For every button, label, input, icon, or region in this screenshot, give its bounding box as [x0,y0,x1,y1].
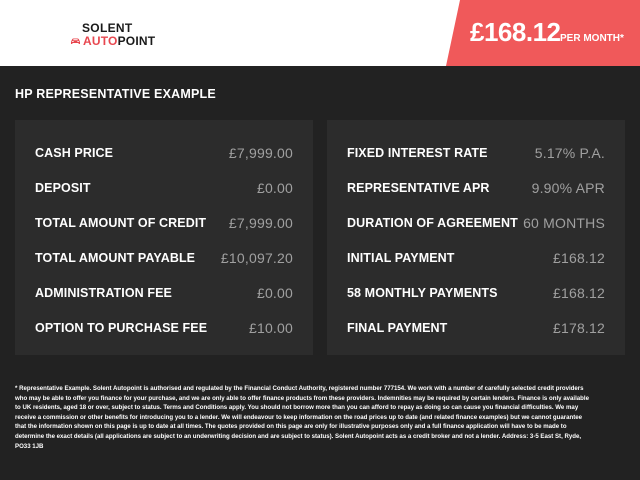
row-label: 58 MONTHLY PAYMENTS [347,286,498,300]
finance-row-monthly-payments [347,283,605,303]
brand-logo[interactable] [70,22,155,47]
row-value: £10.00 [248,320,293,336]
finance-panel-left [15,120,313,355]
finance-row-duration [347,213,605,233]
row-label: INITIAL PAYMENT [347,251,455,265]
finance-row-interest-rate [347,143,605,163]
finance-row-cash-price [35,143,293,163]
row-label: FIXED INTEREST RATE [347,146,488,160]
finance-row-final-payment [347,318,605,338]
finance-row-apr [347,178,605,198]
row-value: 9.90% APR [531,180,605,196]
finance-row-initial-payment [347,248,605,268]
row-value: £178.12 [552,320,605,336]
row-label: ADMINISTRATION FEE [35,286,172,300]
row-value: £7,999.00 [228,215,293,231]
row-value: £10,097.20 [220,250,293,266]
car-icon [70,37,81,45]
row-label: TOTAL AMOUNT OF CREDIT [35,216,207,230]
section-title: HP REPRESENTATIVE EXAMPLE [15,87,216,101]
row-value: £0.00 [256,180,293,196]
finance-row-deposit [35,178,293,198]
monthly-price-amount: £168.12 [470,17,561,47]
finance-panel-right [327,120,625,355]
row-label: DURATION OF AGREEMENT [347,216,518,230]
row-label: DEPOSIT [35,181,91,195]
row-label: REPRESENTATIVE APR [347,181,490,195]
price-box-notch [446,0,460,66]
row-label: TOTAL AMOUNT PAYABLE [35,251,196,265]
row-label: OPTION TO PURCHASE FEE [35,321,208,335]
row-value: £168.12 [552,250,605,266]
logo-text-point: POINT [117,34,156,48]
finance-row-total-credit [35,213,293,233]
monthly-price-suffix: PER MONTH* [560,33,624,44]
finance-row-purchase-fee [35,318,293,338]
finance-disclaimer: * Representative Example. Solent Autopoint is authorised and regulated by the Financial Conduct Authority, registered number 777154. We work with a number of carefully selected credit providers who may be able to offer you finance for your purchase, and we are only able to offer finance products from these providers. Indemnities may be required by certain lenders. Finance is only available to UK residents, aged 18 or over, subject to status. Terms and Conditions apply. You should not borrow more than you can afford to repay as doing so can cause you financial difficulties. We may receive a commission or other benefits for introducing you to a lender. We will endeavour to keep information on the road prices up to date (and related finance examples) but we cannot guarantee that the information shown on this page is up to date at all times. The quotes provided on this page are only for illustrative purposes only and a full finance application will have to be made to determine the exact details (all applications are subject to an underwriting decision and are subject to status). Solent Autopoint acts as a credit broker and not a lender. Address: 3-5 East St, Ryde, PO33 1JB [15,385,589,450]
row-label: FINAL PAYMENT [347,321,448,335]
logo-line-autopoint [70,35,155,47]
logo-text-auto: AUTO [83,34,118,48]
row-value: £7,999.00 [228,145,293,161]
row-label: CASH PRICE [35,146,114,160]
logo-text-solent: SOLENT [82,21,133,35]
row-value: 5.17% P.A. [534,145,605,161]
row-value: £168.12 [552,285,605,301]
row-value: 60 MONTHS [523,215,605,231]
finance-row-admin-fee [35,283,293,303]
finance-row-total-payable [35,248,293,268]
row-value: £0.00 [256,285,293,301]
